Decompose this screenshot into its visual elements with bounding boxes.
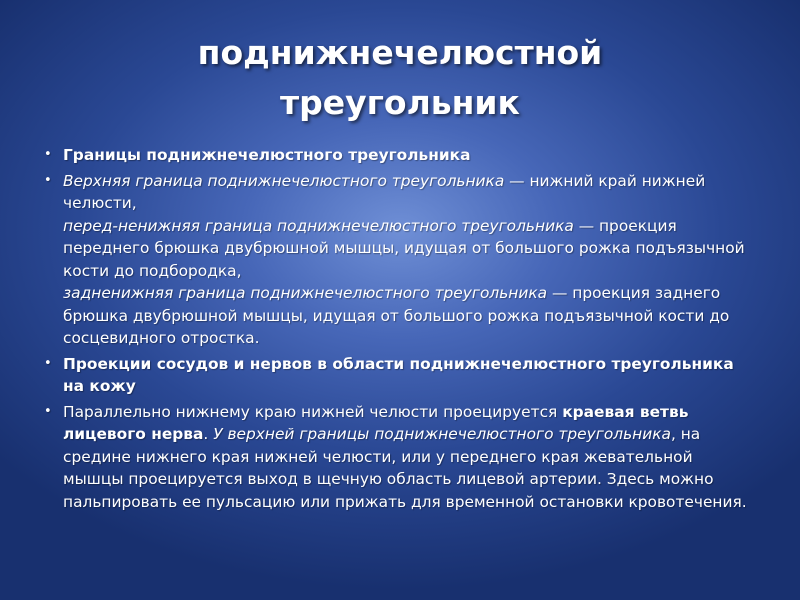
bullet-icon: • bbox=[44, 147, 52, 162]
posterior-border-term: задненижняя граница поднижнечелюстного треугольника bbox=[63, 284, 548, 302]
bullet-list bbox=[44, 144, 756, 516]
projections-text-b: . bbox=[203, 425, 214, 443]
bullet-icon: • bbox=[44, 403, 52, 419]
bullet-item-projections-text bbox=[44, 401, 756, 514]
projections-text-c: , на средине нижнего края нижней челюсти, или у переднего края жевательной мышцы проецируется выход в щечную область лицевой артерии. Здесь можно пальпировать ее пульсацию или прижать для временной остановки кровотечения. bbox=[63, 425, 747, 511]
slide-title-line-1: поднижнечелюстной bbox=[197, 33, 603, 72]
projections-heading: Проекции сосудов и нервов в области поднижнечелюстного треугольника на кожу bbox=[63, 354, 734, 395]
anterior-border-term: перед-ненижняя граница поднижнечелюстного треугольника bbox=[63, 216, 574, 235]
anterior-border-desc: — проекция переднего брюшка двубрюшной мышцы, идущая от большого рожка подъязычной кости до подбородка, bbox=[63, 216, 745, 280]
upper-border-desc: — нижний край нижней челюсти, bbox=[63, 171, 706, 212]
bullet-item-borders-heading bbox=[44, 144, 756, 167]
upper-border-line bbox=[63, 170, 756, 215]
bullet-item-borders-text bbox=[44, 170, 756, 350]
projections-text-a: Параллельно нижнему краю нижней челюсти проецируется bbox=[63, 402, 563, 421]
upper-border-reference: У верхней границы поднижнечелюстного треугольника bbox=[213, 425, 671, 443]
bullet-item-projections-heading bbox=[44, 353, 756, 398]
bullet-icon: • bbox=[44, 172, 52, 188]
facial-nerve-branch: краевая ветвь лицевого нерва bbox=[63, 402, 689, 443]
posterior-border-desc: — проекция заднего брюшка двубрюшной мышцы, идущая от большого рожка подъязычной кости до сосцевидного отростка. bbox=[63, 284, 730, 347]
slide-title-line-2: треугольник bbox=[280, 83, 520, 122]
posterior-border-line bbox=[63, 282, 756, 350]
upper-border-term: Верхняя граница поднижнечелюстного треугольника bbox=[63, 171, 505, 190]
slide-title bbox=[40, 28, 760, 128]
bullet-icon: • bbox=[44, 355, 52, 371]
borders-heading: Границы поднижнечелюстного треугольника bbox=[63, 146, 471, 164]
anterior-border-line bbox=[63, 215, 756, 283]
